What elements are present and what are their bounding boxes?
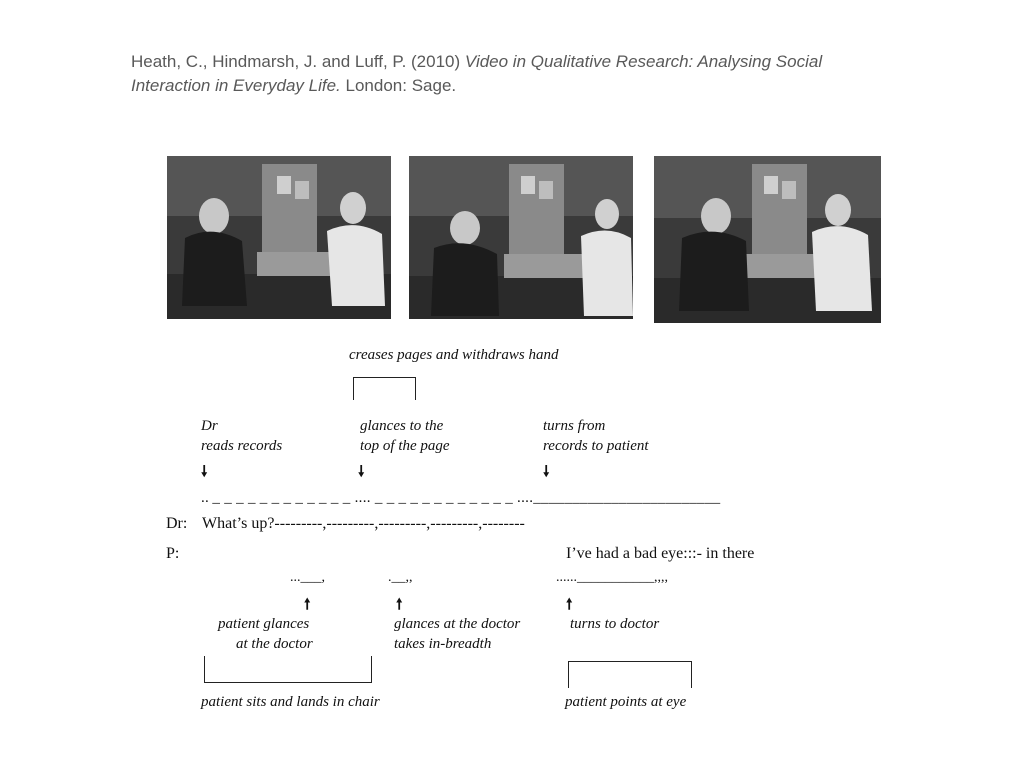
p-annotation-2-line1: glances at the doctor xyxy=(394,616,521,632)
video-still-2 xyxy=(409,156,633,319)
bottom-right-bracket xyxy=(568,661,692,688)
bottom-left-bracket xyxy=(204,656,372,683)
up-arrow-icon: 🠕 xyxy=(566,595,573,613)
citation xyxy=(131,50,891,98)
p-annotation-2-line2: takes in-breadth xyxy=(394,636,492,652)
p-speaker: P: xyxy=(166,545,180,562)
p-annotation-1-line2: at the doctor xyxy=(236,636,313,652)
citation-publisher: London: Sage. xyxy=(345,76,457,95)
citation-authors: Heath, C., Hindmarsh, J. and Luff, P. (2010) xyxy=(131,52,461,71)
p-utterance: I’ve had a bad eye:::- in there xyxy=(566,545,755,562)
dr-speaker: Dr: xyxy=(166,515,188,532)
p-annotation-1-line1: patient glances xyxy=(218,616,310,632)
dr-annotation-1-line2: reads records xyxy=(201,438,283,454)
top-bracket xyxy=(353,377,416,400)
video-still-1 xyxy=(167,156,391,319)
down-arrow-icon: 🠗 xyxy=(358,462,365,480)
dr-utterance: What’s up?---------,---------,---------,---------,-------- xyxy=(202,515,525,532)
down-arrow-icon: 🠗 xyxy=(543,462,550,480)
dr-annotation-1-line1: Dr xyxy=(201,418,218,434)
p-gaze-2: .__,, xyxy=(388,570,413,585)
bottom-left-label: patient sits and lands in chair xyxy=(201,694,380,710)
p-gaze-1: ...___, xyxy=(290,570,325,585)
dr-annotation-2-line2: top of the page xyxy=(360,438,450,454)
up-arrow-icon: 🠕 xyxy=(304,595,311,613)
p-annotation-3-line1: turns to doctor xyxy=(570,616,660,632)
dr-annotation-2-line1: glances to the xyxy=(360,418,444,434)
video-still-3 xyxy=(654,156,881,323)
dr-annotation-3-line1: turns from xyxy=(543,418,606,434)
bottom-right-label: patient points at eye xyxy=(565,694,687,710)
up-arrow-icon: 🠕 xyxy=(396,595,403,613)
dr-annotation-3-line2: records to patient xyxy=(543,438,649,454)
p-gaze-3: ......___________,,,, xyxy=(556,570,668,585)
down-arrow-icon: 🠗 xyxy=(201,462,208,480)
top-bracket-label: creases pages and withdraws hand xyxy=(349,347,559,363)
dr-gaze-line: .. _ _ _ _ _ _ _ _ _ _ _ _ .... _ _ _ _ _ _ _ _ _ _ _ _ ....________________________ xyxy=(201,490,721,506)
citation-title: Video in Qualitative Research: Analysing Social Interaction in Everyday Life. xyxy=(131,52,823,95)
